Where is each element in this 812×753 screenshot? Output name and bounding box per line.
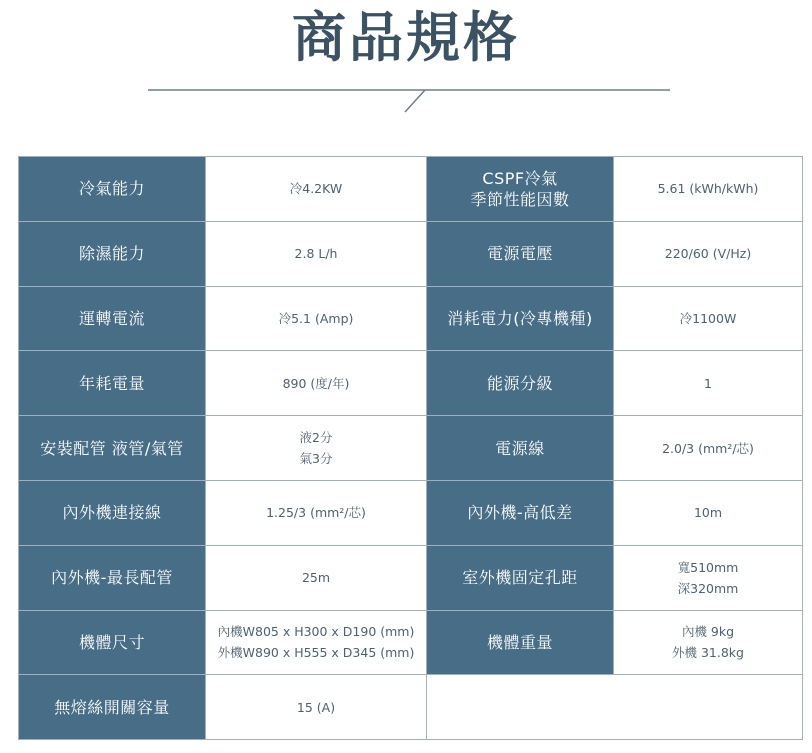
table-row <box>19 675 803 740</box>
spec-label: 電源電壓 <box>427 221 614 286</box>
spec-label: 能源分級 <box>427 351 614 416</box>
spec-label: 安裝配管 液管/氣管 <box>19 416 206 481</box>
spec-label: 內外機-高低差 <box>427 480 614 545</box>
spec-value-line: 內機W805 x H300 x D190 (mm) <box>217 624 415 640</box>
spec-label: 冷氣能力 <box>19 157 206 222</box>
spec-label: 機體尺寸 <box>19 610 206 675</box>
spec-value <box>206 610 427 675</box>
spec-label: 年耗電量 <box>19 351 206 416</box>
spec-label: 消耗電力(冷專機種) <box>427 286 614 351</box>
spec-value: 220/60 (V/Hz) <box>614 221 803 286</box>
spec-value: 冷4.2KW <box>206 157 427 222</box>
spec-value: 2.0/3 (mm²/芯) <box>614 416 803 481</box>
spec-value <box>206 416 427 481</box>
spec-label <box>427 157 614 222</box>
spec-label: 機體重量 <box>427 610 614 675</box>
spec-label: 內外機-最長配管 <box>19 545 206 610</box>
spec-label: 室外機固定孔距 <box>427 545 614 610</box>
page-title: 商品規格 <box>292 6 520 69</box>
title-divider <box>148 85 670 115</box>
spec-value <box>614 545 803 610</box>
spec-value: 1.25/3 (mm²/芯) <box>206 480 427 545</box>
spec-value-line: 外機W890 x H555 x D345 (mm) <box>217 645 415 661</box>
table-row <box>19 610 803 675</box>
spec-value: 冷1100W <box>614 286 803 351</box>
spec-value: 15 (A) <box>206 675 427 740</box>
spec-value-line: 外機 31.8kg <box>672 645 744 661</box>
table-row <box>19 221 803 286</box>
spec-value: 5.61 (kWh/kWh) <box>614 157 803 222</box>
spec-value <box>614 610 803 675</box>
spec-value-line: 氣3分 <box>299 451 333 467</box>
spec-value: 2.8 L/h <box>206 221 427 286</box>
spec-table <box>18 156 803 740</box>
table-row <box>19 286 803 351</box>
spec-label-line: CSPF冷氣 <box>482 168 558 188</box>
spec-value-line: 液2分 <box>299 430 333 446</box>
spec-value-line: 內機 9kg <box>681 624 735 640</box>
spec-label: 運轉電流 <box>19 286 206 351</box>
spec-value: 890 (度/年) <box>206 351 427 416</box>
empty-cell <box>427 675 803 740</box>
table-row <box>19 545 803 610</box>
spec-value: 1 <box>614 351 803 416</box>
table-row <box>19 416 803 481</box>
spec-value: 25m <box>206 545 427 610</box>
spec-label: 除濕能力 <box>19 221 206 286</box>
table-row <box>19 480 803 545</box>
spec-label: 電源線 <box>427 416 614 481</box>
spec-label: 內外機連接線 <box>19 480 206 545</box>
table-row <box>19 351 803 416</box>
spec-value-line: 寬510mm <box>677 559 739 575</box>
spec-label: 無熔絲開關容量 <box>19 675 206 740</box>
spec-label-line: 季節性能因數 <box>470 189 570 209</box>
spec-value: 10m <box>614 480 803 545</box>
spec-value: 冷5.1 (Amp) <box>206 286 427 351</box>
table-row <box>19 157 803 222</box>
spec-value-line: 深320mm <box>677 580 739 596</box>
